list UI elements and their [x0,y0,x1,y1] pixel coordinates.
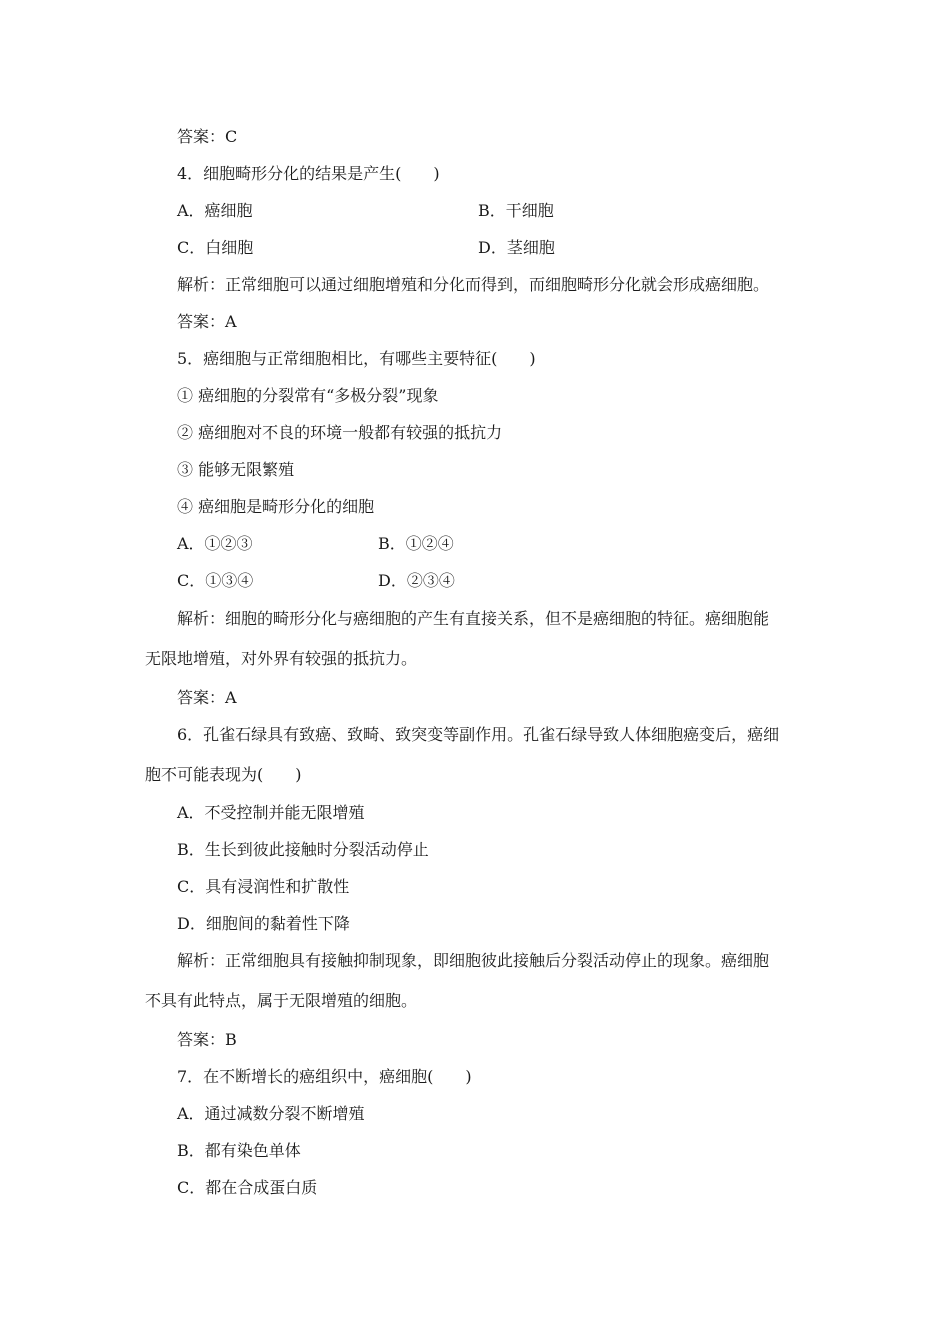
q6-option-c: C．具有浸润性和扩散性 [177,877,350,896]
q6-option-a: A．不受控制并能无限增殖 [177,803,365,822]
q6-option-b: B．生长到彼此接触时分裂活动停止 [177,840,429,859]
q5-item-2: ② 癌细胞对不良的环境一般都有较强的抵抗力 [177,423,503,442]
analysis-6-line-1: 解析：正常细胞具有接触抑制现象，即细胞彼此接触后分裂活动停止的现象。癌细胞 [177,951,770,970]
q5-option-c: C．①③④ [177,571,254,590]
question-5: 5．癌细胞与正常细胞相比，有哪些主要特征( ) [177,349,536,368]
q4-option-d: D．茎细胞 [478,238,555,257]
answer-6: 答案：B [177,1030,237,1049]
question-6-line-1: 6．孔雀石绿具有致癌、致畸、致突变等副作用。孔雀石绿导致人体细胞癌变后，癌细 [177,725,780,744]
analysis-6-line-2: 不具有此特点，属于无限增殖的细胞。 [145,991,418,1010]
answer-3: 答案：C [177,127,238,146]
q4-option-a: A．癌细胞 [177,201,253,220]
q7-option-b: B．都有染色单体 [177,1141,301,1160]
analysis-5-line-1: 解析：细胞的畸形分化与癌细胞的产生有直接关系，但不是癌细胞的特征。癌细胞能 [177,609,770,628]
q7-option-c: C．都在合成蛋白质 [177,1178,318,1197]
q7-option-a: A．通过减数分裂不断增殖 [177,1104,365,1123]
q5-item-4: ④ 癌细胞是畸形分化的细胞 [177,497,375,516]
q5-item-1: ① 癌细胞的分裂常有“多极分裂”现象 [177,386,439,405]
question-7: 7．在不断增长的癌组织中，癌细胞( ) [177,1067,472,1086]
analysis-4: 解析：正常细胞可以通过细胞增殖和分化而得到，而细胞畸形分化就会形成癌细胞。 [177,275,770,294]
answer-5: 答案：A [177,688,237,707]
q4-option-c: C．白细胞 [177,238,254,257]
q5-option-d: D．②③④ [378,571,455,590]
q5-option-a: A．①②③ [177,534,253,553]
answer-4: 答案：A [177,312,237,331]
question-4: 4．细胞畸形分化的结果是产生( ) [177,164,440,183]
question-6-line-2: 胞不可能表现为( ) [145,765,302,784]
q4-option-b: B．干细胞 [478,201,554,220]
q5-item-3: ③ 能够无限繁殖 [177,460,295,479]
q6-option-d: D．细胞间的黏着性下降 [177,914,350,933]
analysis-5-line-2: 无限地增殖，对外界有较强的抵抗力。 [145,649,418,668]
q5-option-b: B．①②④ [378,534,454,553]
